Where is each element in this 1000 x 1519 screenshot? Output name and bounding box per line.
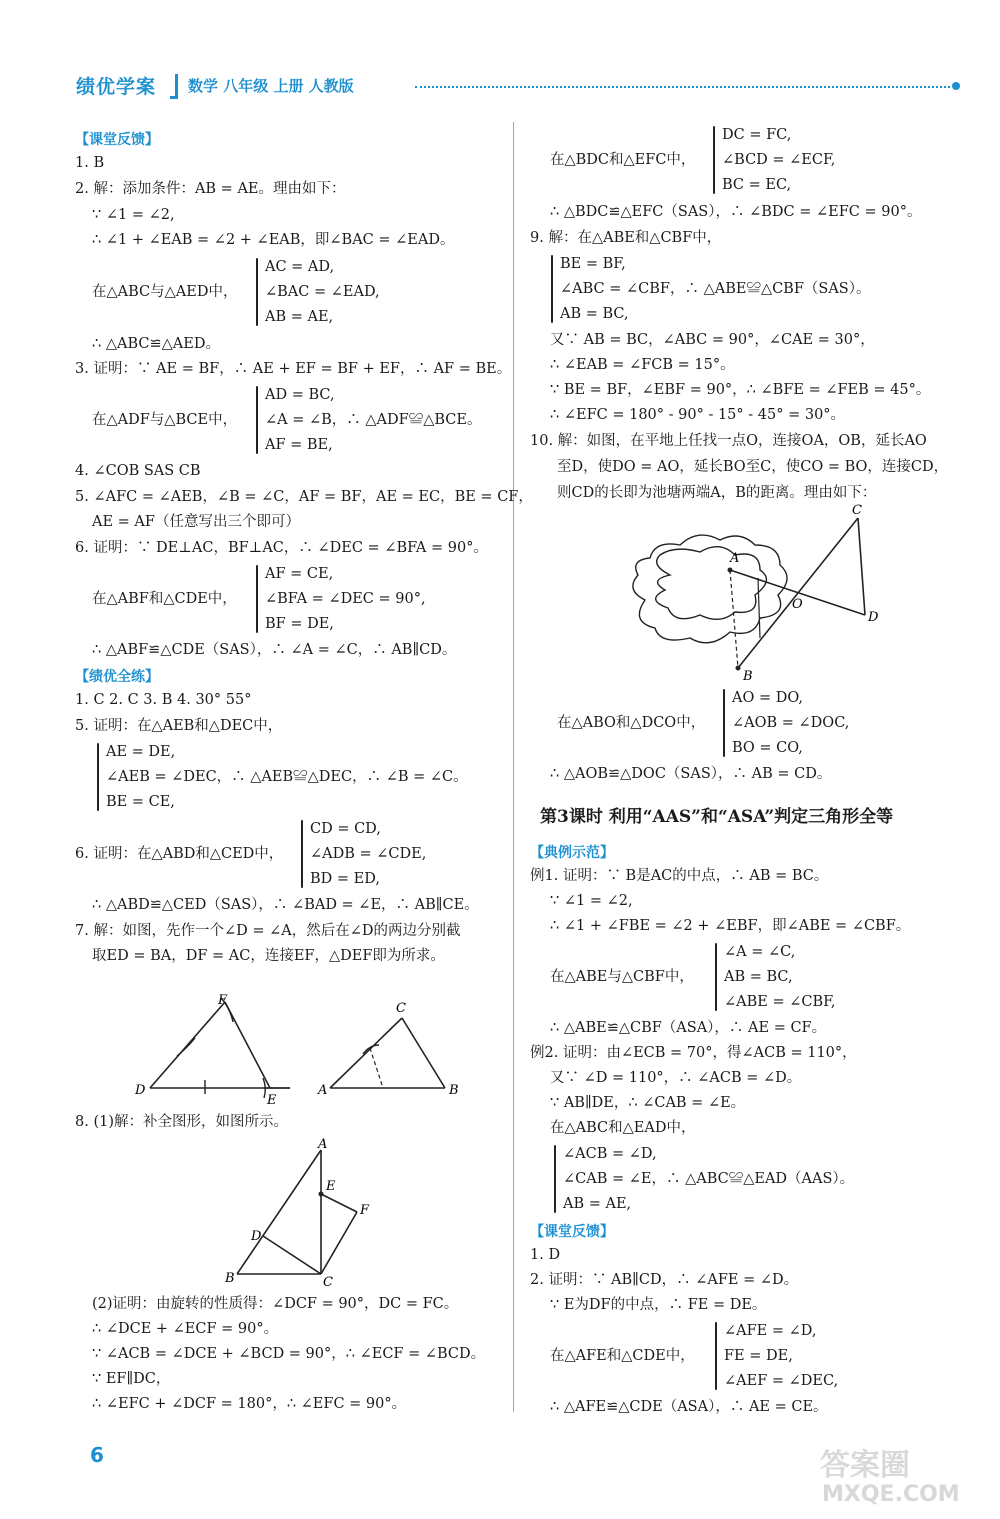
answer-line: 1. D (530, 1247, 561, 1263)
fig10-label-B: B (743, 669, 753, 684)
answer-line: 8. (1)解：补全图形，如图所示。 (75, 1114, 288, 1130)
answer-line: CD = CD, (310, 821, 381, 837)
answer-line: AE = AF（任意写出三个即可） (92, 514, 300, 530)
answer-line: ∴ △ABD≌△CED（SAS），∴ ∠BAD = ∠E，∴ AB∥CE。 (92, 897, 479, 913)
answer-line: AD = BC, (265, 387, 335, 403)
answer-line: 在△ABE与△CBF中， (550, 969, 694, 985)
answer-line: (2)证明：由旋转的性质得：∠DCF = 90°，DC = FC。 (92, 1296, 459, 1312)
answer-line: AB = AE, (563, 1196, 632, 1212)
answer-line: DC = FC, (722, 127, 792, 143)
brace (713, 126, 715, 194)
subject-line: 数学 八年级 上册 人教版 (188, 77, 354, 95)
answer-line: 4. ∠COB SAS CB (75, 463, 201, 479)
answer-line: AO = DO, (732, 690, 803, 706)
brace (723, 689, 725, 757)
watermark-logo: 答案圈 (820, 1448, 910, 1483)
answer-line: AC = AD, (265, 259, 335, 275)
fig8-label-A: A (318, 1137, 328, 1152)
answer-line: 至D，使DO = AO，延长BO至C，使CO = BO，连接CD， (557, 459, 949, 475)
answer-line: 例1. 证明：∵ B是AC的中点，∴ AB = BC。 (530, 868, 829, 884)
answer-line: 又∵ ∠D = 110°，∴ ∠ACB = ∠D。 (550, 1070, 802, 1086)
figure-10 (620, 500, 890, 685)
page-number: 6 (90, 1443, 104, 1467)
brace (301, 820, 303, 888)
answer-line: ∵ BE = BF，∠EBF = 90°，∴ ∠BFE = ∠FEB = 45°。 (550, 382, 931, 398)
answer-line: ∠BCD = ∠ECF, (722, 152, 836, 168)
figure-8 (215, 1132, 385, 1292)
lesson-title: 第3课时 利用“AAS”和“ASA”判定三角形全等 (540, 807, 894, 827)
answer-line: ∵ ∠1 = ∠2, (92, 207, 175, 223)
brace (715, 943, 717, 1011)
answer-line: ∴ ∠EAB = ∠FCB = 15°。 (550, 357, 735, 373)
answer-line: 在△ABF和△CDE中， (92, 591, 237, 607)
fig10-label-C: C (852, 503, 862, 518)
brace (256, 386, 258, 454)
answer-line: AF = CE, (265, 566, 334, 582)
answer-line: AB = BC, (560, 306, 629, 322)
answer-line: ∴ ∠1 + ∠EAB = ∠2 + ∠EAB，即∠BAC = ∠EAD。 (92, 232, 455, 248)
answer-line: AB = BC, (724, 969, 793, 985)
column-divider (513, 122, 514, 1412)
answer-line: 2. 证明：∵ AB∥CD，∴ ∠AFE = ∠D。 (530, 1272, 799, 1288)
fig7-label-B: B (449, 1083, 459, 1098)
fig10-label-O: O (792, 597, 803, 612)
answer-line: ∠AOB = ∠DOC, (732, 715, 850, 731)
answer-line: BE = CE, (106, 794, 175, 810)
answer-line: 2. 解：添加条件：AB = AE。理由如下： (75, 181, 346, 197)
answer-line: 又∵ AB = BC，∠ABC = 90°，∠CAE = 30°， (550, 332, 875, 348)
answer-line: 6. 证明：在△ABD和△CED中， (75, 846, 284, 862)
fig10-label-A: A (730, 551, 740, 566)
answer-line: 在△AFE和△CDE中， (550, 1348, 695, 1364)
answer-line: ∠ADB = ∠CDE, (310, 846, 427, 862)
watermark-url: MXQE.COM (822, 1482, 960, 1507)
answer-line: BC = EC, (722, 177, 792, 193)
answer-line: ∠BAC = ∠EAD, (265, 284, 380, 300)
fig7-label-E: E (267, 1093, 277, 1108)
answer-line: AB = AE, (265, 309, 334, 325)
fig8-label-C: C (323, 1275, 333, 1290)
answer-line: ∴ △AFE≌△CDE（ASA），∴ AE = CE。 (550, 1399, 828, 1415)
answer-line: ∴ ∠EFC + ∠DCF = 180°，∴ ∠EFC = 90°。 (92, 1396, 407, 1412)
answer-line: 在△ADF与△BCE中， (92, 412, 238, 428)
answer-line: 10. 解：如图，在平地上任找一点O，连接OA，OB，延长AO (530, 433, 927, 449)
section-heading: 【课堂反馈】 (75, 132, 159, 148)
fig10-label-D: D (868, 610, 879, 625)
answer-line: ∠BFA = ∠DEC = 90°, (265, 591, 426, 607)
answer-line: BE = BF, (560, 256, 626, 272)
answer-line: ∠CAB = ∠E，∴ △ABC≌△EAD（AAS）。 (563, 1171, 855, 1187)
answer-line: 则CD的长即为池塘两端A，B的距离。理由如下： (557, 485, 877, 501)
page-header (70, 72, 960, 100)
fig7-label-F: F (218, 993, 228, 1008)
brace (256, 565, 258, 633)
answer-line: 在△BDC和△EFC中， (550, 152, 696, 168)
answer-line: BO = CO, (732, 740, 803, 756)
section-heading: 【典例示范】 (530, 845, 614, 861)
answer-line: ∠AEB = ∠DEC，∴ △AEB≌△DEC，∴ ∠B = ∠C。 (106, 769, 468, 785)
section-heading: 【绩优全练】 (75, 669, 159, 685)
answer-line: ∠ACB = ∠D, (563, 1146, 657, 1162)
header-dotted-rule (415, 86, 950, 88)
answer-line: ∴ △ABF≌△CDE（SAS），∴ ∠A = ∠C，∴ AB∥CD。 (92, 642, 457, 658)
fig8-label-F: F (360, 1203, 370, 1218)
answer-line: 在△ABO和△DCO中， (557, 715, 706, 731)
fig7-label-A: A (318, 1083, 328, 1098)
answer-line: 取ED = BA，DF = AC，连接EF，△DEF即为所求。 (92, 948, 445, 964)
answer-line: ∴ △BDC≌△EFC（SAS），∴ ∠BDC = ∠EFC = 90°。 (550, 204, 922, 220)
answer-line: ∵ EF∥DC， (92, 1371, 171, 1387)
fig8-label-D: D (251, 1229, 262, 1244)
brand-bracket (170, 74, 178, 99)
section-heading: 【课堂反馈】 (530, 1224, 614, 1240)
brace (551, 255, 553, 323)
answer-line: ∴ ∠EFC = 180° - 90° - 15° - 45° = 30°。 (550, 407, 846, 423)
answer-line: ∠AEF = ∠DEC, (724, 1373, 839, 1389)
answer-line: ∴ ∠DCE + ∠ECF = 90°。 (92, 1321, 279, 1337)
answer-line: ∠ABE = ∠CBF, (724, 994, 836, 1010)
figure-7 (125, 990, 465, 1110)
answer-line: ∴ ∠1 + ∠FBE = ∠2 + ∠EBF，即∠ABE = ∠CBF。 (550, 918, 911, 934)
answer-line: 5. 证明：在△AEB和△DEC中， (75, 718, 283, 734)
fig7-label-C: C (396, 1001, 406, 1016)
brace (554, 1145, 556, 1213)
answer-line: 例2. 证明：由∠ECB = 70°，得∠ACB = 110°， (530, 1045, 857, 1061)
answer-line: ∠A = ∠B，∴ △ADF≌△BCE。 (265, 412, 482, 428)
brace (256, 258, 258, 326)
answer-line: ∠A = ∠C, (724, 944, 796, 960)
answer-line: ∴ △AOB≌△DOC（SAS），∴ AB = CD。 (550, 766, 832, 782)
answer-line: 9. 解：在△ABE和△CBF中， (530, 230, 722, 246)
answer-line: ∵ E为DF的中点，∴ FE = DE。 (550, 1297, 767, 1313)
answer-line: ∠AFE = ∠D, (724, 1323, 817, 1339)
answer-line: ∠ABC = ∠CBF，∴ △ABE≌△CBF（SAS）。 (560, 281, 871, 297)
header-dot (952, 82, 960, 90)
answer-line: 5. ∠AFC = ∠AEB，∠B = ∠C，AF = BF，AE = EC，BE = CF， (75, 489, 533, 505)
brand-logo: 绩优学案 (76, 76, 157, 98)
fig8-label-B: B (225, 1271, 235, 1286)
answer-line: BD = ED, (310, 871, 380, 887)
answer-line: 7. 解：如图，先作一个∠D = ∠A，然后在∠D的两边分别截 (75, 923, 461, 939)
fig7-label-D: D (135, 1083, 146, 1098)
answer-line: ∵ ∠ACB = ∠DCE + ∠BCD = 90°，∴ ∠ECF = ∠BCD。 (92, 1346, 486, 1362)
answer-line: BF = DE, (265, 616, 334, 632)
answer-line: 6. 证明：∵ DE⊥AC，BF⊥AC，∴ ∠DEC = ∠BFA = 90°。 (75, 540, 488, 556)
answer-line: 在△ABC和△EAD中， (550, 1120, 696, 1136)
answer-line: ∴ △ABE≌△CBF（ASA），∴ AE = CF。 (550, 1020, 827, 1036)
answer-line: ∴ △ABC≌△AED。 (92, 336, 220, 352)
answer-line: AE = DE, (106, 744, 176, 760)
answer-line: ∵ ∠1 = ∠2, (550, 893, 633, 909)
answer-line: 1. C 2. C 3. B 4. 30° 55° (75, 692, 252, 708)
answer-line: 1. B (75, 155, 105, 171)
answer-line: FE = DE, (724, 1348, 793, 1364)
answer-line: ∵ AB∥DE，∴ ∠CAB = ∠E。 (550, 1095, 746, 1111)
answer-line: 3. 证明：∵ AE = BF，∴ AE + EF = BF + EF，∴ AF = BE。 (75, 361, 512, 377)
answer-line: 在△ABC与△AED中， (92, 284, 238, 300)
brace (715, 1322, 717, 1390)
brace (97, 743, 99, 811)
fig8-label-E: E (326, 1179, 336, 1194)
answer-line: AF = BE, (265, 437, 333, 453)
